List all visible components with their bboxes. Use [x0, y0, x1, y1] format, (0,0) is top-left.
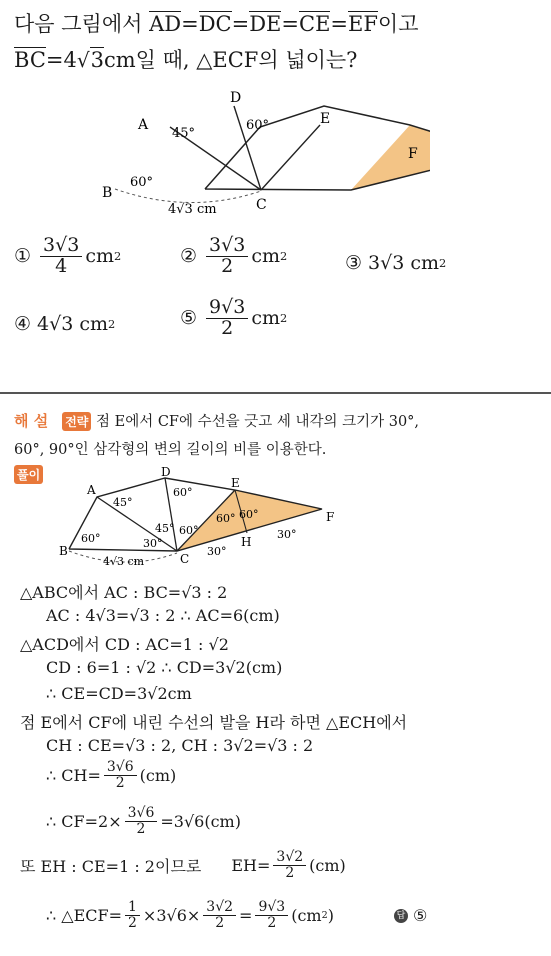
- strategy-line-2: [14, 438, 326, 459]
- solution-eh: [20, 850, 346, 880]
- cf-prefix: ∴ CF=2×: [46, 811, 122, 831]
- point-b: B: [102, 185, 113, 201]
- question-text: 이고: [377, 12, 419, 36]
- point-c-2: C: [180, 552, 190, 566]
- eq: =: [281, 12, 299, 36]
- sqrt-sign: √: [76, 48, 90, 72]
- answer-badge: 답: [394, 909, 408, 923]
- solution-heading: 해 설: [14, 412, 49, 430]
- unit: cm: [85, 245, 115, 268]
- bc-label: 4√3 cm: [168, 202, 217, 217]
- choice-number: ①: [14, 245, 32, 268]
- numerator: 3√3: [40, 236, 82, 257]
- angle-d-2: 60°: [173, 486, 193, 499]
- sqrt-content: 3: [90, 48, 104, 72]
- angle-c2: 60°: [179, 524, 199, 537]
- choice-3[interactable]: [345, 252, 446, 274]
- choice-5[interactable]: [180, 298, 287, 339]
- numerator: 1: [125, 900, 140, 916]
- choice-text: 3√3 cm: [368, 252, 440, 274]
- choice-number: ③: [345, 252, 363, 274]
- figure-2: [55, 462, 345, 574]
- seg-ce: CE: [299, 12, 331, 36]
- numerator: 3√6: [104, 760, 137, 776]
- strategy-text: 60°, 90°인 삼각형의 변의 길이의 비를 이용한다.: [14, 442, 327, 458]
- fraction: [206, 236, 248, 277]
- section-divider: [0, 392, 551, 394]
- eh-prefix: 또 EH : CE=1 : 2이므로: [20, 856, 202, 876]
- point-e: E: [320, 111, 331, 127]
- seg-bc: BC: [14, 48, 46, 72]
- bc-label-2: 4√3 cm: [103, 555, 145, 568]
- choice-number: ⑤: [180, 307, 198, 330]
- answer-row: [394, 906, 427, 925]
- denominator: 2: [221, 316, 234, 339]
- denominator: 2: [128, 914, 137, 931]
- eq: =: [231, 12, 250, 36]
- choice-number: ②: [180, 245, 198, 268]
- area-mid: ×3√6×: [142, 905, 201, 925]
- numerator: 3√2: [273, 850, 306, 866]
- eh-value: EH=: [231, 855, 271, 875]
- point-f-2: F: [326, 510, 335, 524]
- solution-line-1: △ABC에서 AC : BC=√3 : 2: [20, 583, 228, 602]
- seg-dc: DC: [198, 12, 232, 36]
- denominator: 2: [215, 914, 225, 931]
- numerator: 9√3: [206, 298, 248, 319]
- exponent: 2: [280, 311, 288, 326]
- solution-line-5: ∴ CE=CD=3√2cm: [46, 684, 192, 703]
- area-fraction-2: [203, 900, 236, 930]
- point-d-2: D: [161, 465, 171, 479]
- angle-b: 60°: [130, 175, 154, 190]
- seg-ad: AD: [149, 12, 182, 36]
- solution-line-6: 점 E에서 CF에 내린 수선의 발을 H라 하면 △ECH에서: [20, 713, 408, 732]
- solution-line-4: CD : 6=1 : √2 ∴ CD=3√2(cm): [46, 658, 283, 677]
- denominator: 2: [136, 820, 146, 837]
- cf-fraction: [125, 806, 158, 836]
- strategy-text: 점 E에서 CF에 수선을 긋고 세 내각의 크기가 30°,: [96, 414, 420, 430]
- choice-1[interactable]: [14, 236, 121, 277]
- solution-cf: [46, 806, 241, 836]
- area-close: ): [327, 905, 334, 925]
- dashed-arc: [115, 189, 261, 203]
- numerator: 3√6: [125, 806, 158, 822]
- angle-e1: 60°: [216, 512, 236, 525]
- choice-2[interactable]: [180, 236, 287, 277]
- solution-area: [46, 900, 427, 930]
- seg-ef: EF: [348, 12, 378, 36]
- area-fraction-1: [125, 900, 140, 930]
- pooli-row: [14, 464, 43, 484]
- ch-prefix: ∴ CH=: [46, 765, 101, 785]
- unit: cm: [103, 48, 136, 72]
- numerator: 3√3: [206, 236, 248, 257]
- area-prefix: ∴ △ECF=: [46, 905, 122, 925]
- angle-a: 45°: [172, 126, 196, 141]
- question-text: 다음 그림에서: [14, 12, 150, 36]
- point-h: H: [241, 535, 252, 549]
- answer-choice: ⑤: [413, 905, 428, 925]
- area-fraction-3: [255, 900, 288, 930]
- eq: =: [330, 12, 349, 36]
- angle-e2: 60°: [239, 508, 259, 521]
- denominator: 2: [285, 864, 295, 881]
- exponent: 2: [108, 317, 116, 331]
- point-f: F: [408, 146, 418, 162]
- bc-value: =4: [45, 48, 77, 72]
- unit: cm: [251, 245, 281, 268]
- choice-text: 4√3 cm: [37, 313, 109, 335]
- numerator: 9√3: [255, 900, 288, 916]
- denominator: 2: [267, 914, 277, 931]
- ch-fraction: [104, 760, 137, 790]
- pooli-tag: 풀이: [14, 465, 43, 484]
- point-d: D: [230, 90, 242, 106]
- angle-h: 30°: [207, 545, 227, 558]
- solution-line-2: AC : 4√3=√3 : 2 ∴ AC=6(cm): [46, 606, 280, 625]
- point-a-2: A: [87, 483, 96, 497]
- angle-f-2: 30°: [277, 528, 297, 541]
- numerator: 3√2: [203, 900, 236, 916]
- area-eq: =: [239, 905, 253, 925]
- angle-c3: 30°: [143, 537, 163, 550]
- angle-c1: 45°: [155, 522, 175, 535]
- exponent: 2: [439, 256, 447, 270]
- exponent: 2: [114, 249, 122, 264]
- point-c: C: [256, 197, 267, 213]
- question-text: 일 때, △ECF의 넓이는?: [135, 48, 358, 72]
- figure-1: [90, 85, 430, 220]
- angle-d: 60°: [246, 118, 270, 133]
- point-b-2: B: [59, 544, 68, 558]
- eh-unit: (cm): [309, 855, 346, 875]
- angle-b-2: 60°: [81, 532, 101, 545]
- angle-a-2: 45°: [113, 496, 133, 509]
- area-unit: (cm: [291, 905, 322, 925]
- denominator: 2: [115, 774, 125, 791]
- solution-ch: [46, 760, 176, 790]
- strategy-line-1: [14, 410, 419, 431]
- choice-number: ④: [14, 313, 32, 335]
- eq: =: [181, 12, 199, 36]
- segment-ce: [261, 125, 320, 190]
- ch-unit: (cm): [139, 765, 177, 785]
- strategy-tag: 전략: [62, 412, 91, 431]
- point-a: A: [138, 117, 149, 133]
- solution-line-3: △ACD에서 CD : AC=1 : √2: [20, 635, 229, 654]
- cf-suffix: =3√6(cm): [160, 811, 241, 831]
- fraction: [40, 236, 82, 277]
- point-e-2: E: [231, 476, 240, 490]
- choice-4[interactable]: [14, 313, 115, 335]
- question-line-1: [14, 8, 419, 38]
- exponent: 2: [280, 249, 288, 264]
- solution-line-7: CH : CE=√3 : 2, CH : 3√2=√3 : 2: [46, 736, 314, 755]
- eh-fraction: [273, 850, 306, 880]
- question-line-2: [14, 44, 357, 74]
- denominator: 2: [221, 254, 234, 277]
- exponent: 2: [321, 909, 328, 921]
- denominator: 4: [55, 254, 68, 277]
- fraction: [206, 298, 248, 339]
- seg-de: DE: [249, 12, 282, 36]
- unit: cm: [251, 307, 281, 330]
